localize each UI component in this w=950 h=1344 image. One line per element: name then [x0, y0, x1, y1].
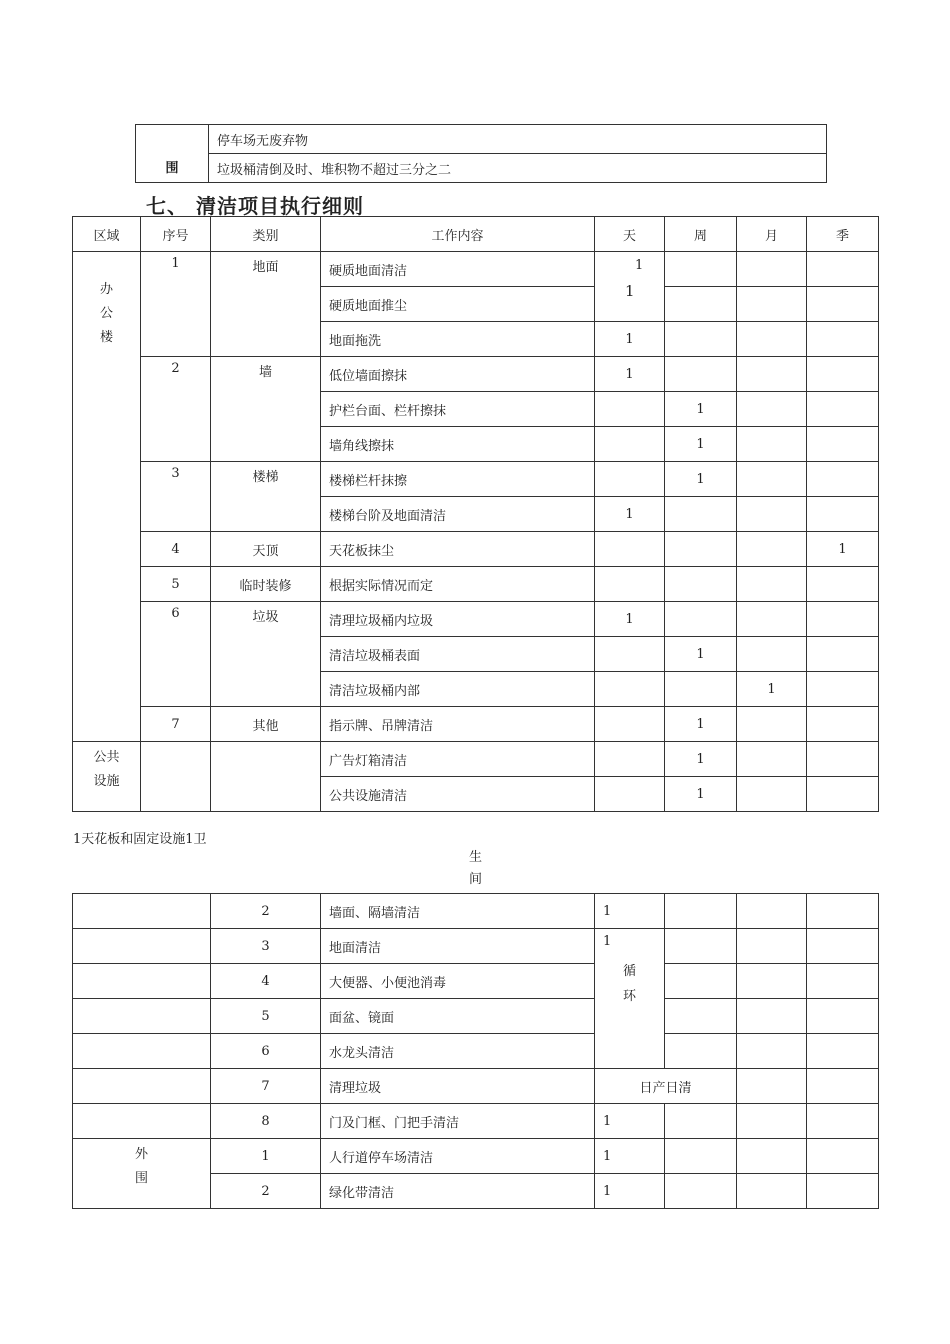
header-day: 天 [595, 217, 665, 252]
header-content: 工作内容 [321, 217, 595, 252]
section-title [146, 190, 364, 219]
area-outer: 外 围 [73, 1139, 211, 1209]
header-row [73, 217, 879, 252]
header-season: 季 [807, 217, 879, 252]
top-row-2: 垃圾桶清倒及时、堆积物不超过三分之二 [209, 154, 827, 183]
top-table [135, 124, 827, 183]
table-row: 办 公 楼 1 地面 硬质地面清洁 1 1 [73, 252, 879, 287]
table-row: 5 面盆、镜面 [73, 999, 879, 1034]
table-row: 3 地面清洁 1 循 环 [73, 929, 879, 964]
table-row: 2 绿化带清洁 1 [73, 1174, 879, 1209]
table-row: 6 垃圾 清理垃圾桶内垃圾 1 [73, 602, 879, 637]
daily-clear-cell: 日产日清 [595, 1069, 737, 1104]
bottom-table [72, 893, 879, 1209]
table-row: 外 围 1 人行道停车场清洁 1 [73, 1139, 879, 1174]
note-text: 1天花板和固定设施1卫 [73, 832, 207, 847]
header-week: 周 [665, 217, 737, 252]
header-month: 月 [737, 217, 807, 252]
table-row: 6 水龙头清洁 [73, 1034, 879, 1069]
table-row: 2 墙 低位墙面擦抹 1 [73, 357, 879, 392]
table-row: 清洁垃圾桶表面 1 [73, 637, 879, 672]
section-title-text: 清洁项目执行细则 [196, 194, 364, 218]
top-row-1: 停车场无废弃物 [209, 125, 827, 154]
table-row: 4 天顶 天花板抹尘 1 [73, 532, 879, 567]
header-no: 序号 [141, 217, 211, 252]
table-row: 楼梯台阶及地面清洁 1 [73, 497, 879, 532]
group-no: 1 [141, 252, 211, 357]
top-area-label: 围 [136, 125, 209, 183]
table-row: 7 其他 指示牌、吊牌清洁 1 [73, 707, 879, 742]
schedule-table [72, 216, 879, 812]
header-category: 类别 [211, 217, 321, 252]
table-row: 2 墙面、隔墙清洁 1 [73, 894, 879, 929]
table-row: 3 楼梯 楼梯栏杆抹擦 1 [73, 462, 879, 497]
table-row: 公共 设施 广告灯箱清洁 1 [73, 742, 879, 777]
table-row: 地面拖洗 1 [73, 322, 879, 357]
group-category: 地面 [211, 252, 321, 357]
header-area: 区域 [73, 217, 141, 252]
table-row: 8 门及门框、门把手清洁 1 [73, 1104, 879, 1139]
table-row: 公共设施清洁 1 [73, 777, 879, 812]
toilet-label: 生 间 [469, 850, 483, 887]
area-public: 公共 设施 [73, 742, 141, 812]
table-row: 硬质地面推尘 [73, 287, 879, 322]
table-row: 4 大便器、小便池消毒 [73, 964, 879, 999]
section-number: 七、 [146, 194, 188, 218]
area-office: 办 公 楼 [73, 252, 141, 742]
table-row: 清洁垃圾桶内部 1 [73, 672, 879, 707]
table-row: 7 清理垃圾 日产日清 [73, 1069, 879, 1104]
table-row: 护栏台面、栏杆擦抹 1 [73, 392, 879, 427]
table-row: 墙角线擦抹 1 [73, 427, 879, 462]
cycle-cell: 1 循 环 [595, 929, 665, 1069]
table-row: 5 临时装修 根据实际情况而定 [73, 567, 879, 602]
